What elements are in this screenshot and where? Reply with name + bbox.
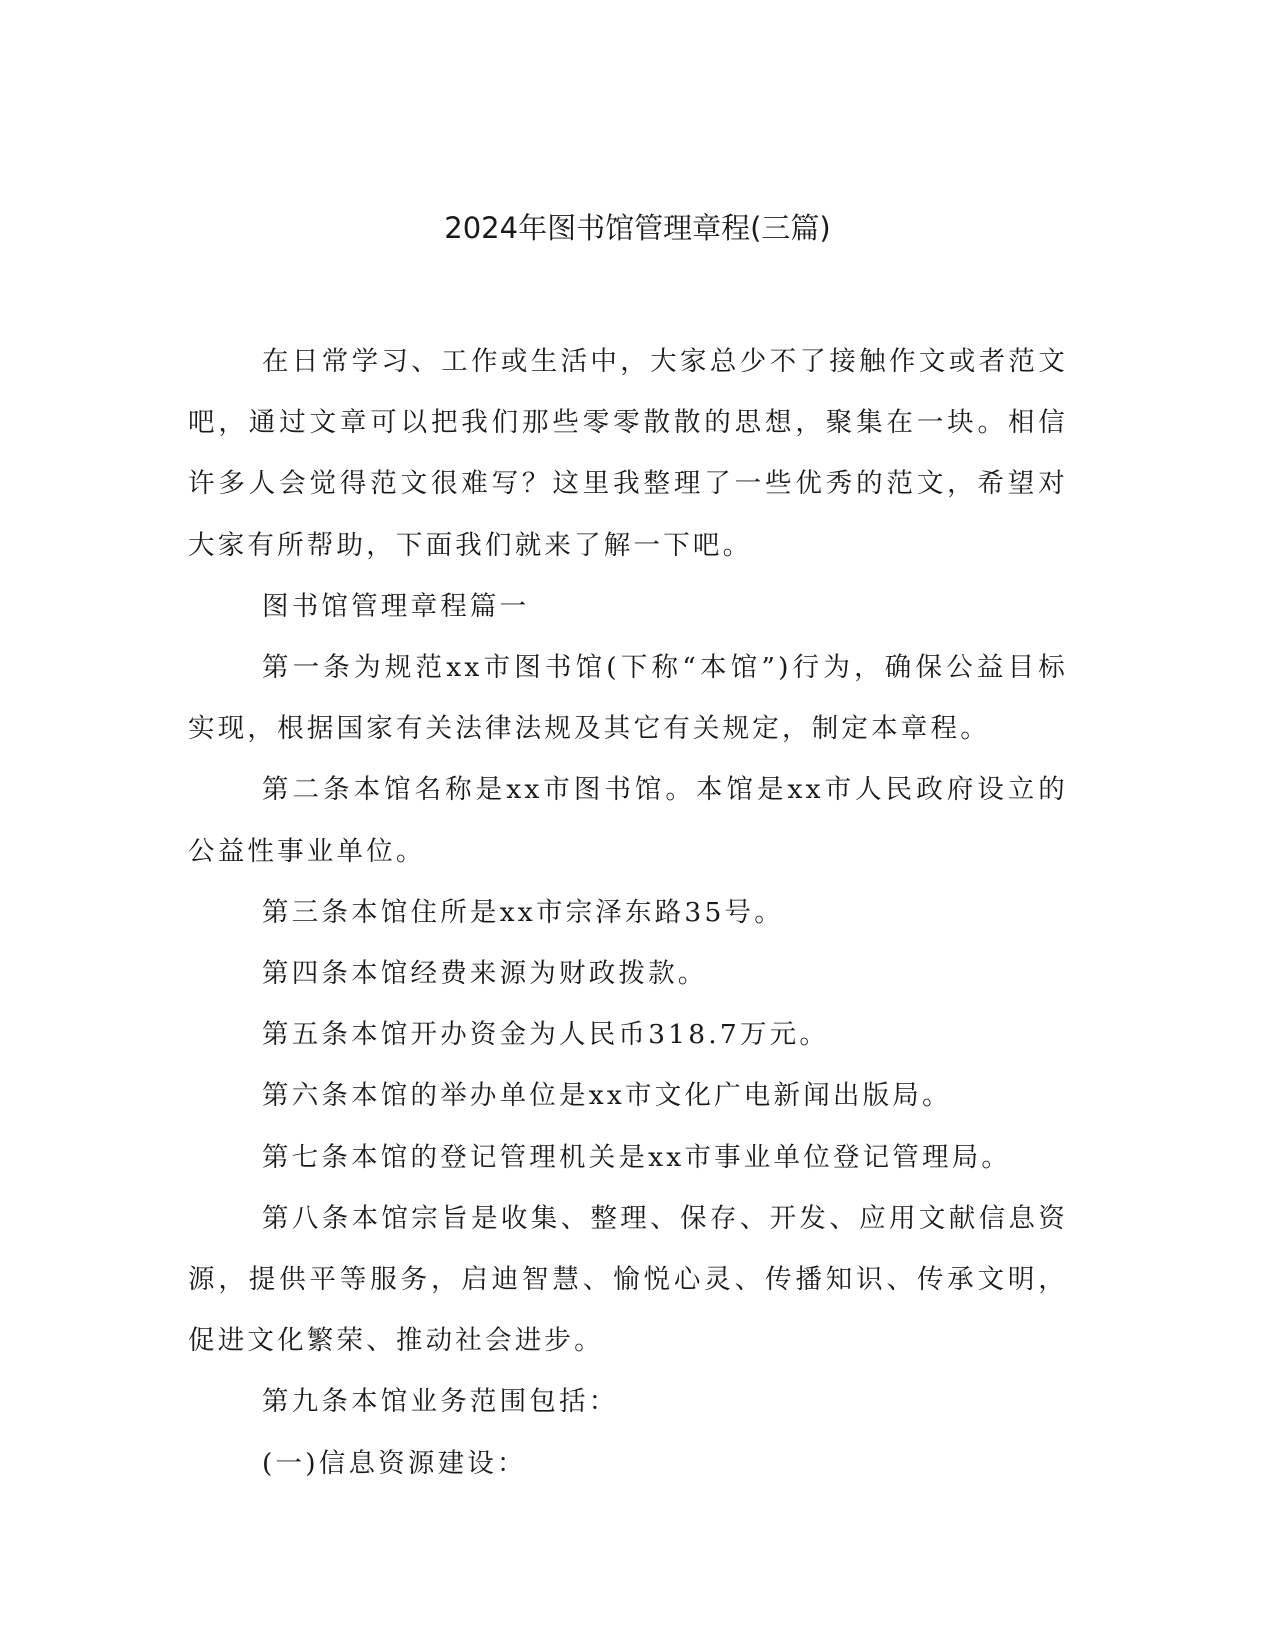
article-1: 第一条为规范xx市图书馆(下称“本馆”)行为，确保公益目标实现，根据国家有关法律法规及其它有关规定，制定本章程。	[188, 652, 1068, 745]
article-5: 第五条本馆开办资金为人民币318.7万元。	[262, 1019, 830, 1051]
article-7: 第七条本馆的登记管理机关是xx市事业单位登记管理局。	[262, 1141, 1012, 1173]
article-6: 第六条本馆的举办单位是xx市文化广电新闻出版局。	[262, 1080, 952, 1112]
article-8: 第八条本馆宗旨是收集、整理、保存、开发、应用文献信息资源，提供平等服务，启迪智慧、愉悦心灵、传播知识、传承文明，促进文化繁荣、推动社会进步。	[188, 1202, 1068, 1357]
document-body	[188, 331, 1068, 1494]
document-title: 2024年图书馆管理章程(三篇)	[444, 211, 831, 245]
article-9-item-1: (一)信息资源建设：	[262, 1447, 527, 1479]
article-3: 第三条本馆住所是xx市宗泽东路35号。	[262, 896, 784, 928]
section-heading-part-one: 图书馆管理章程篇一	[262, 590, 530, 622]
intro-paragraph: 在日常学习、工作或生活中，大家总少不了接触作文或者范文吧，通过文章可以把我们那些零零散散的思想，聚集在一块。相信许多人会觉得范文很难写？这里我整理了一些优秀的范文，希望对大家有所帮助，下面我们就来了解一下吧。	[188, 346, 1068, 561]
article-2: 第二条本馆名称是xx市图书馆。本馆是xx市人民政府设立的公益性事业单位。	[188, 774, 1068, 867]
article-9: 第九条本馆业务范围包括：	[262, 1386, 619, 1418]
article-4: 第四条本馆经费来源为财政拨款。	[262, 958, 708, 990]
